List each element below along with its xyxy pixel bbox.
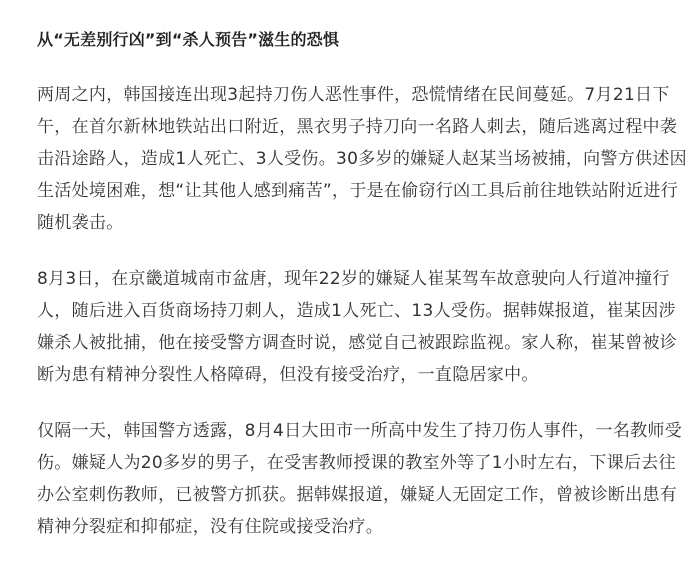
paragraph-2 [37,263,698,391]
paragraph-line: 生活处境困难，想“让其他人感到痛苦”，于是在偷窃行凶工具后前往地铁站附近进行 [37,181,679,201]
paragraph-1 [37,79,698,239]
paragraph-line: 击沿途路人，造成1人死亡、3人受伤。30多岁的嫌疑人赵某当场被捕，向警方供述因 [37,149,687,169]
paragraph-line: 两周之内，韩国接连出现3起持刀伤人恶性事件，恐慌情绪在民间蔓延。7月21日下 [37,85,670,105]
paragraph-3 [37,415,698,543]
paragraph-line: 仅隔一天，韩国警方透露，8月4日大田市一所高中发生了持刀伤人事件，一名教师受 [37,421,683,441]
paragraph-line: 人，随后进入百货商场持刀刺人，造成1人死亡、13人受伤。据韩媒报道，崔某因涉 [37,301,676,321]
paragraph-line: 伤。嫌疑人为20多岁的男子，在受害教师授课的教室外等了1小时左右，下课后去往 [37,453,676,473]
article-heading: 从“无差别行凶”到“杀人预告”滋生的恐惧 [37,30,340,49]
paragraph-line: 8月3日，在京畿道城南市盆唐，现年22岁的嫌疑人崔某驾车故意驶向人行道冲撞行 [37,269,670,289]
paragraph-line: 办公室刺伤教师，已被警方抓获。据韩媒报道，嫌疑人无固定工作，曾被诊断出患有 [37,485,678,505]
paragraph-line: 嫌杀人被批捕，他在接受警方调查时说，感觉自己被跟踪监视。家人称，崔某曾被诊 [37,333,678,353]
paragraph-line: 午，在首尔新林地铁站出口附近，黑衣男子持刀向一名路人刺去，随后逃离过程中袭 [37,117,678,137]
paragraph-line: 精神分裂症和抑郁症，没有住院或接受治疗。 [37,517,383,537]
paragraph-line: 随机袭击。 [37,213,124,233]
paragraph-line: 断为患有精神分裂性人格障碍，但没有接受治疗，一直隐居家中。 [37,365,539,385]
